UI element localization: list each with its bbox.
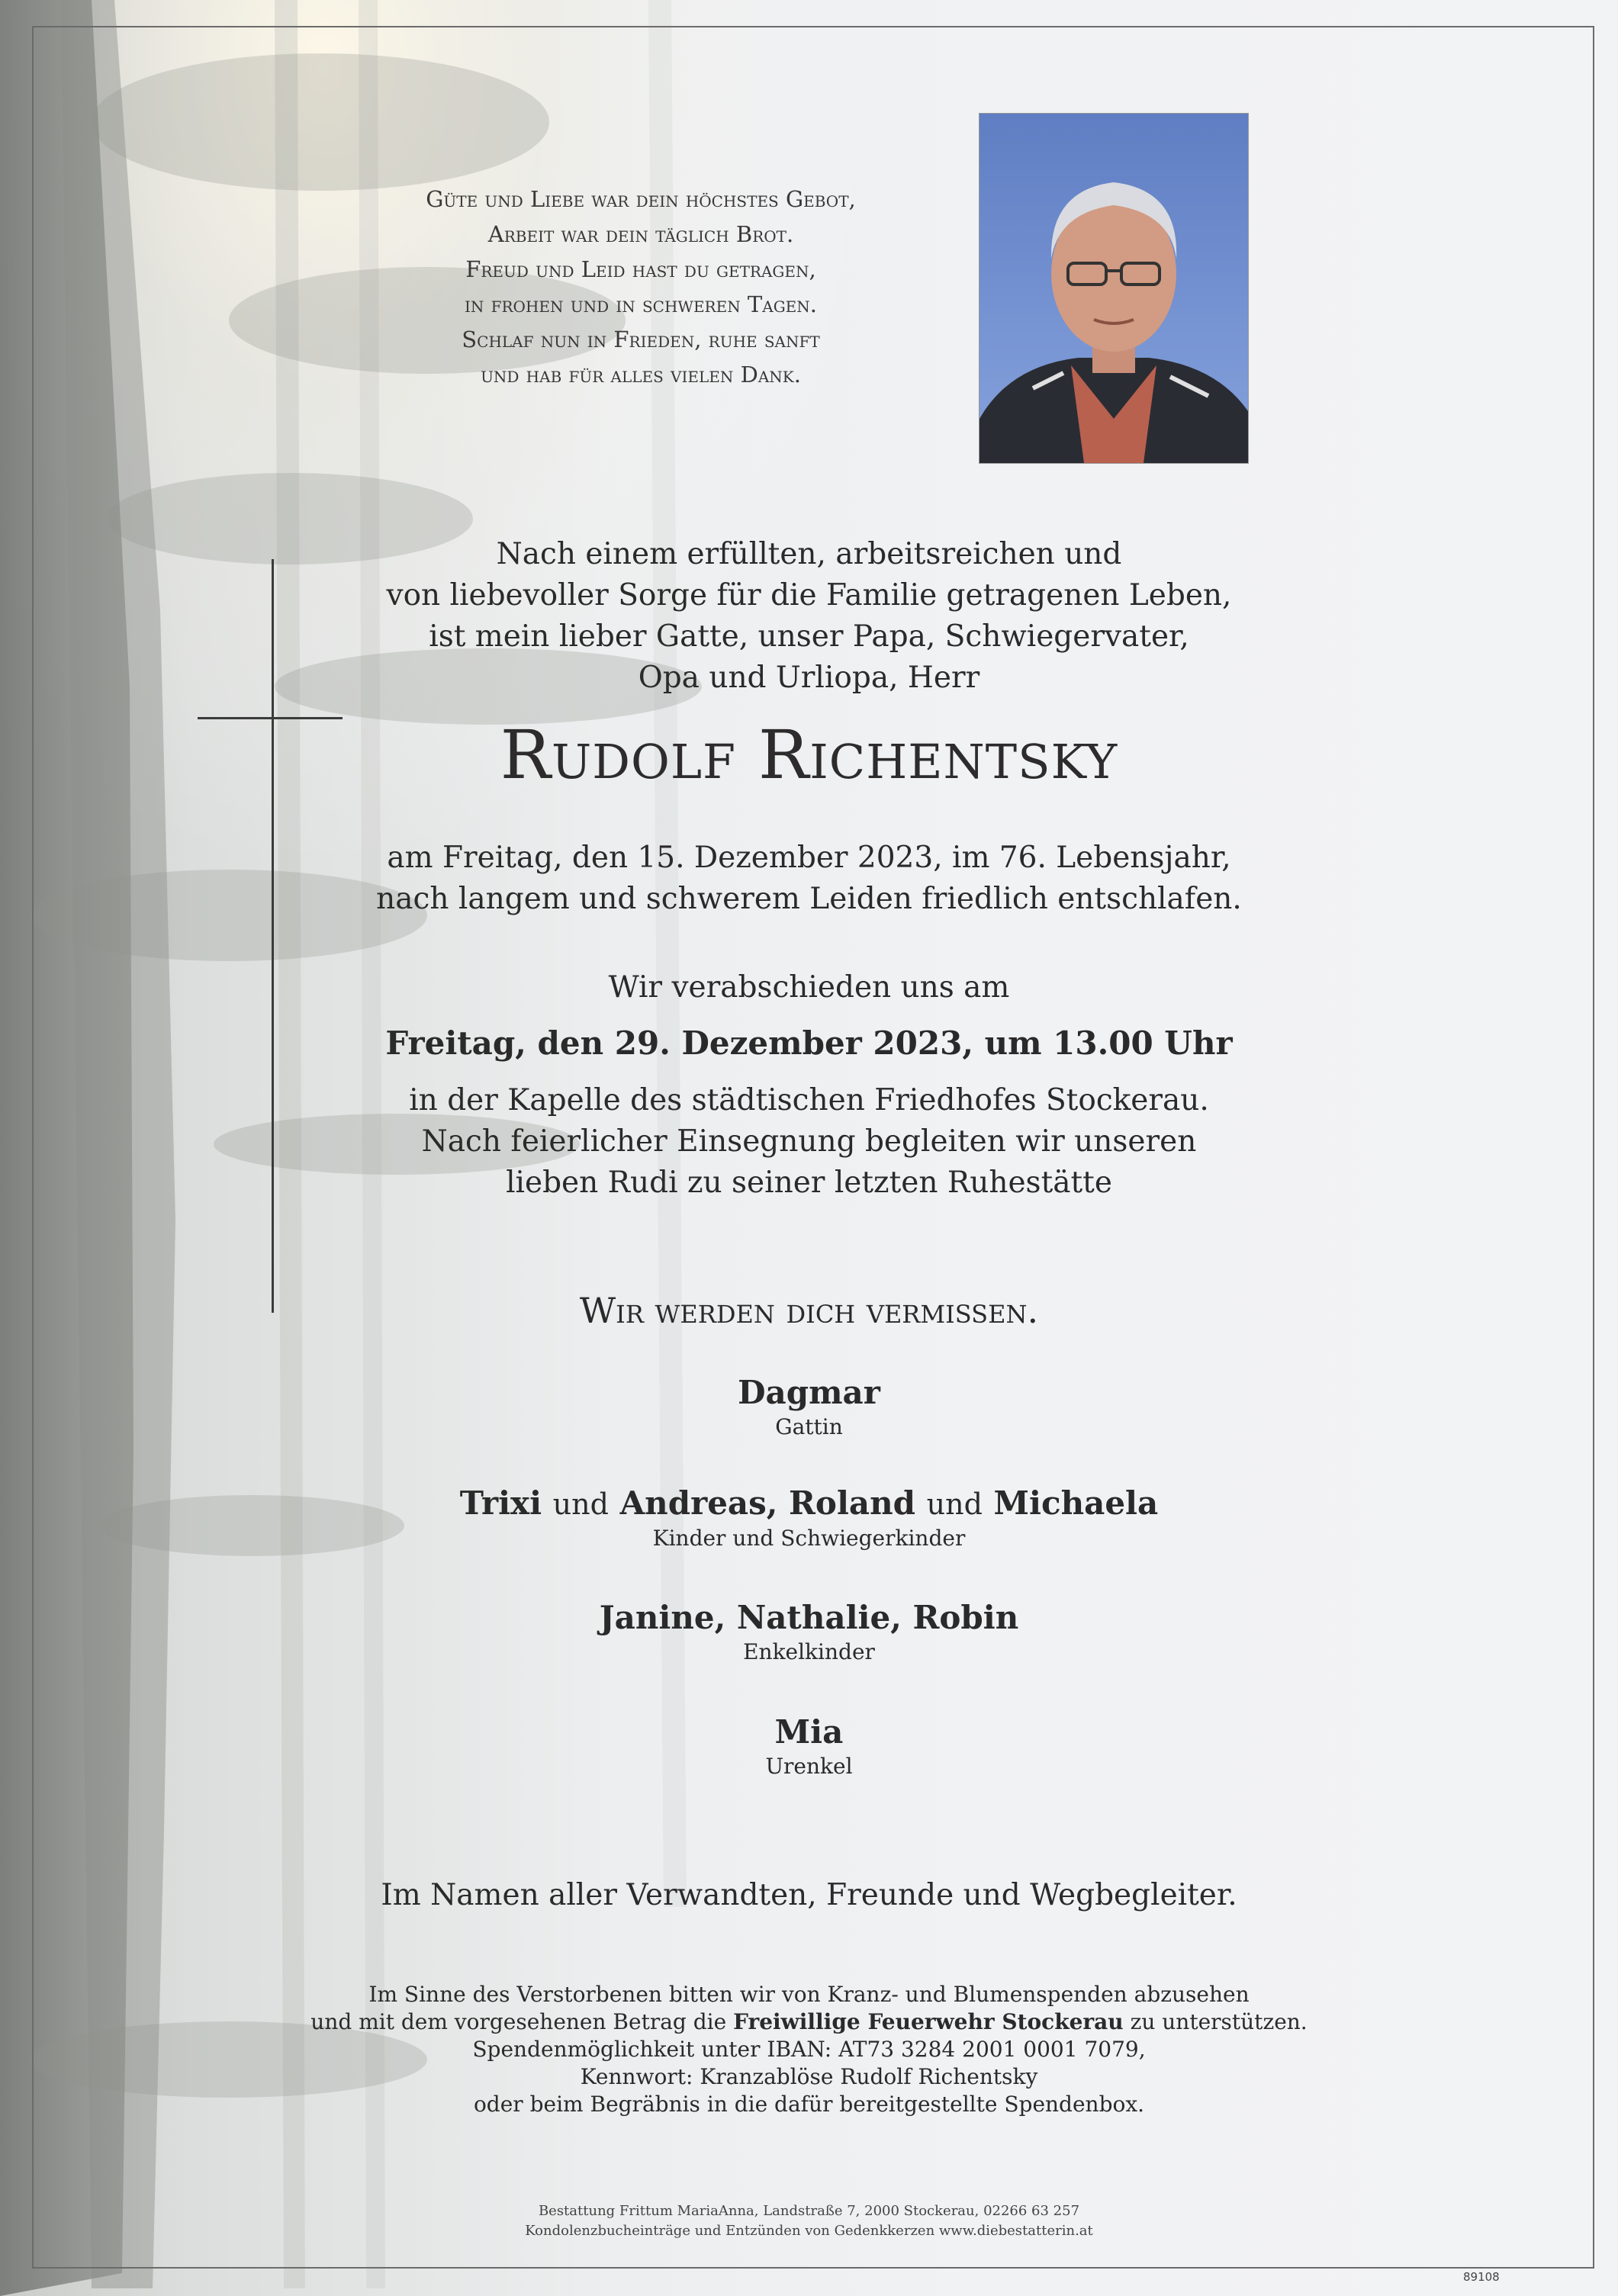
undertaker-footer: [0, 2201, 1618, 2241]
conjunction: und: [926, 1487, 983, 1521]
spouse-name: Dagmar: [738, 1374, 880, 1411]
grandchildren-names: Janine, Nathalie, Robin: [599, 1599, 1019, 1636]
children-names: [0, 1484, 1618, 1524]
donation-notice: [0, 1981, 1618, 2118]
portrait-photo: [979, 113, 1249, 464]
funeral-place: [0, 1080, 1618, 1204]
grandchildren-role: Enkelkinder: [743, 1639, 875, 1664]
donation-keyword: Kennwort: Kranzablöse Rudolf Richentsky: [580, 2064, 1038, 2089]
child-name: Andreas, Roland: [619, 1484, 916, 1522]
conjunction: und: [552, 1487, 609, 1521]
intro-line: ist mein lieber Gatte, unser Papa, Schwiegervater,: [429, 619, 1189, 654]
spouse-role: Gattin: [775, 1414, 843, 1439]
family-spouse: [0, 1373, 1618, 1442]
motto-line: und hab für alles vielen Dank.: [481, 362, 801, 387]
funeral-date: Freitag, den 29. Dezember 2023, um 13.00 Uhr: [385, 1024, 1233, 1062]
intro-text: [0, 534, 1618, 699]
family-grandchildren: [0, 1598, 1618, 1667]
motto-line: Schlaf nun in Frieden, ruhe sanft: [462, 326, 820, 352]
intro-line: von liebevoller Sorge für die Familie getragenen Leben,: [386, 578, 1232, 613]
death-line: am Freitag, den 15. Dezember 2023, im 76. Lebensjahr,: [387, 841, 1231, 875]
motto-line: Freud und Leid hast du getragen,: [465, 256, 816, 282]
child-name: Michaela: [993, 1484, 1159, 1522]
place-line: lieben Rudi zu seiner letzten Ruhestätte: [506, 1166, 1112, 1200]
footer-line: Bestattung Frittum MariaAnna, Landstraße 7, 2000 Stockerau, 02266 63 257: [538, 2203, 1080, 2219]
children-role: Kinder und Schwiegerkinder: [652, 1526, 966, 1551]
motto-line: Arbeit war dein täglich Brot.: [487, 221, 794, 247]
miss-you-heading: Wir werden dich vermissen.: [579, 1290, 1039, 1331]
deceased-name: Rudolf Richentsky: [500, 715, 1118, 794]
place-line: Nach feierlicher Einsegnung begleiten wir unseren: [421, 1124, 1197, 1159]
motto-line: in frohen und in schweren Tagen.: [465, 291, 817, 317]
donation-line: Im Sinne des Verstorbenen bitten wir von Kranz- und Blumenspenden abzusehen: [368, 1982, 1250, 2007]
print-code: 89108: [1463, 2270, 1500, 2284]
family-great-grandchildren: [0, 1712, 1618, 1781]
footer-line: Kondolenzbucheinträge und Entzünden von Gedenkkerzen www.diebestatterin.at: [525, 2223, 1093, 2239]
farewell-text: Wir verabschieden uns am: [608, 970, 1010, 1005]
death-line: nach langem und schwerem Leiden friedlich entschlafen.: [376, 882, 1242, 916]
donation-text: zu unterstützen.: [1123, 2009, 1308, 2034]
donation-text: und mit dem vorgesehenen Betrag die: [310, 2009, 734, 2034]
donation-line: [0, 2008, 1618, 2036]
intro-line: Opa und Urliopa, Herr: [638, 661, 980, 695]
donation-line: oder beim Begräbnis in die dafür bereitgestellte Spendenbox.: [473, 2092, 1145, 2117]
great-grandchildren-role: Urenkel: [765, 1754, 853, 1779]
motto-line: Güte und Liebe war dein höchstes Gebot,: [426, 186, 856, 212]
place-line: in der Kapelle des städtischen Friedhofes Stockerau.: [409, 1083, 1209, 1117]
beneficiary-name: Freiwillige Feuerwehr Stockerau: [733, 2009, 1124, 2034]
donation-iban: Spendenmöglichkeit unter IBAN: AT73 3284 2001 0001 7079,: [472, 2037, 1146, 2062]
family-children: [0, 1484, 1618, 1553]
motto-verse: [374, 182, 908, 392]
death-notice: [0, 838, 1618, 920]
great-grandchildren-names: Mia: [774, 1713, 844, 1751]
intro-line: Nach einem erfüllten, arbeitsreichen und: [496, 537, 1122, 571]
closing-line: Im Namen aller Verwandten, Freunde und Wegbegleiter.: [381, 1878, 1237, 1912]
child-name: Trixi: [459, 1484, 542, 1522]
